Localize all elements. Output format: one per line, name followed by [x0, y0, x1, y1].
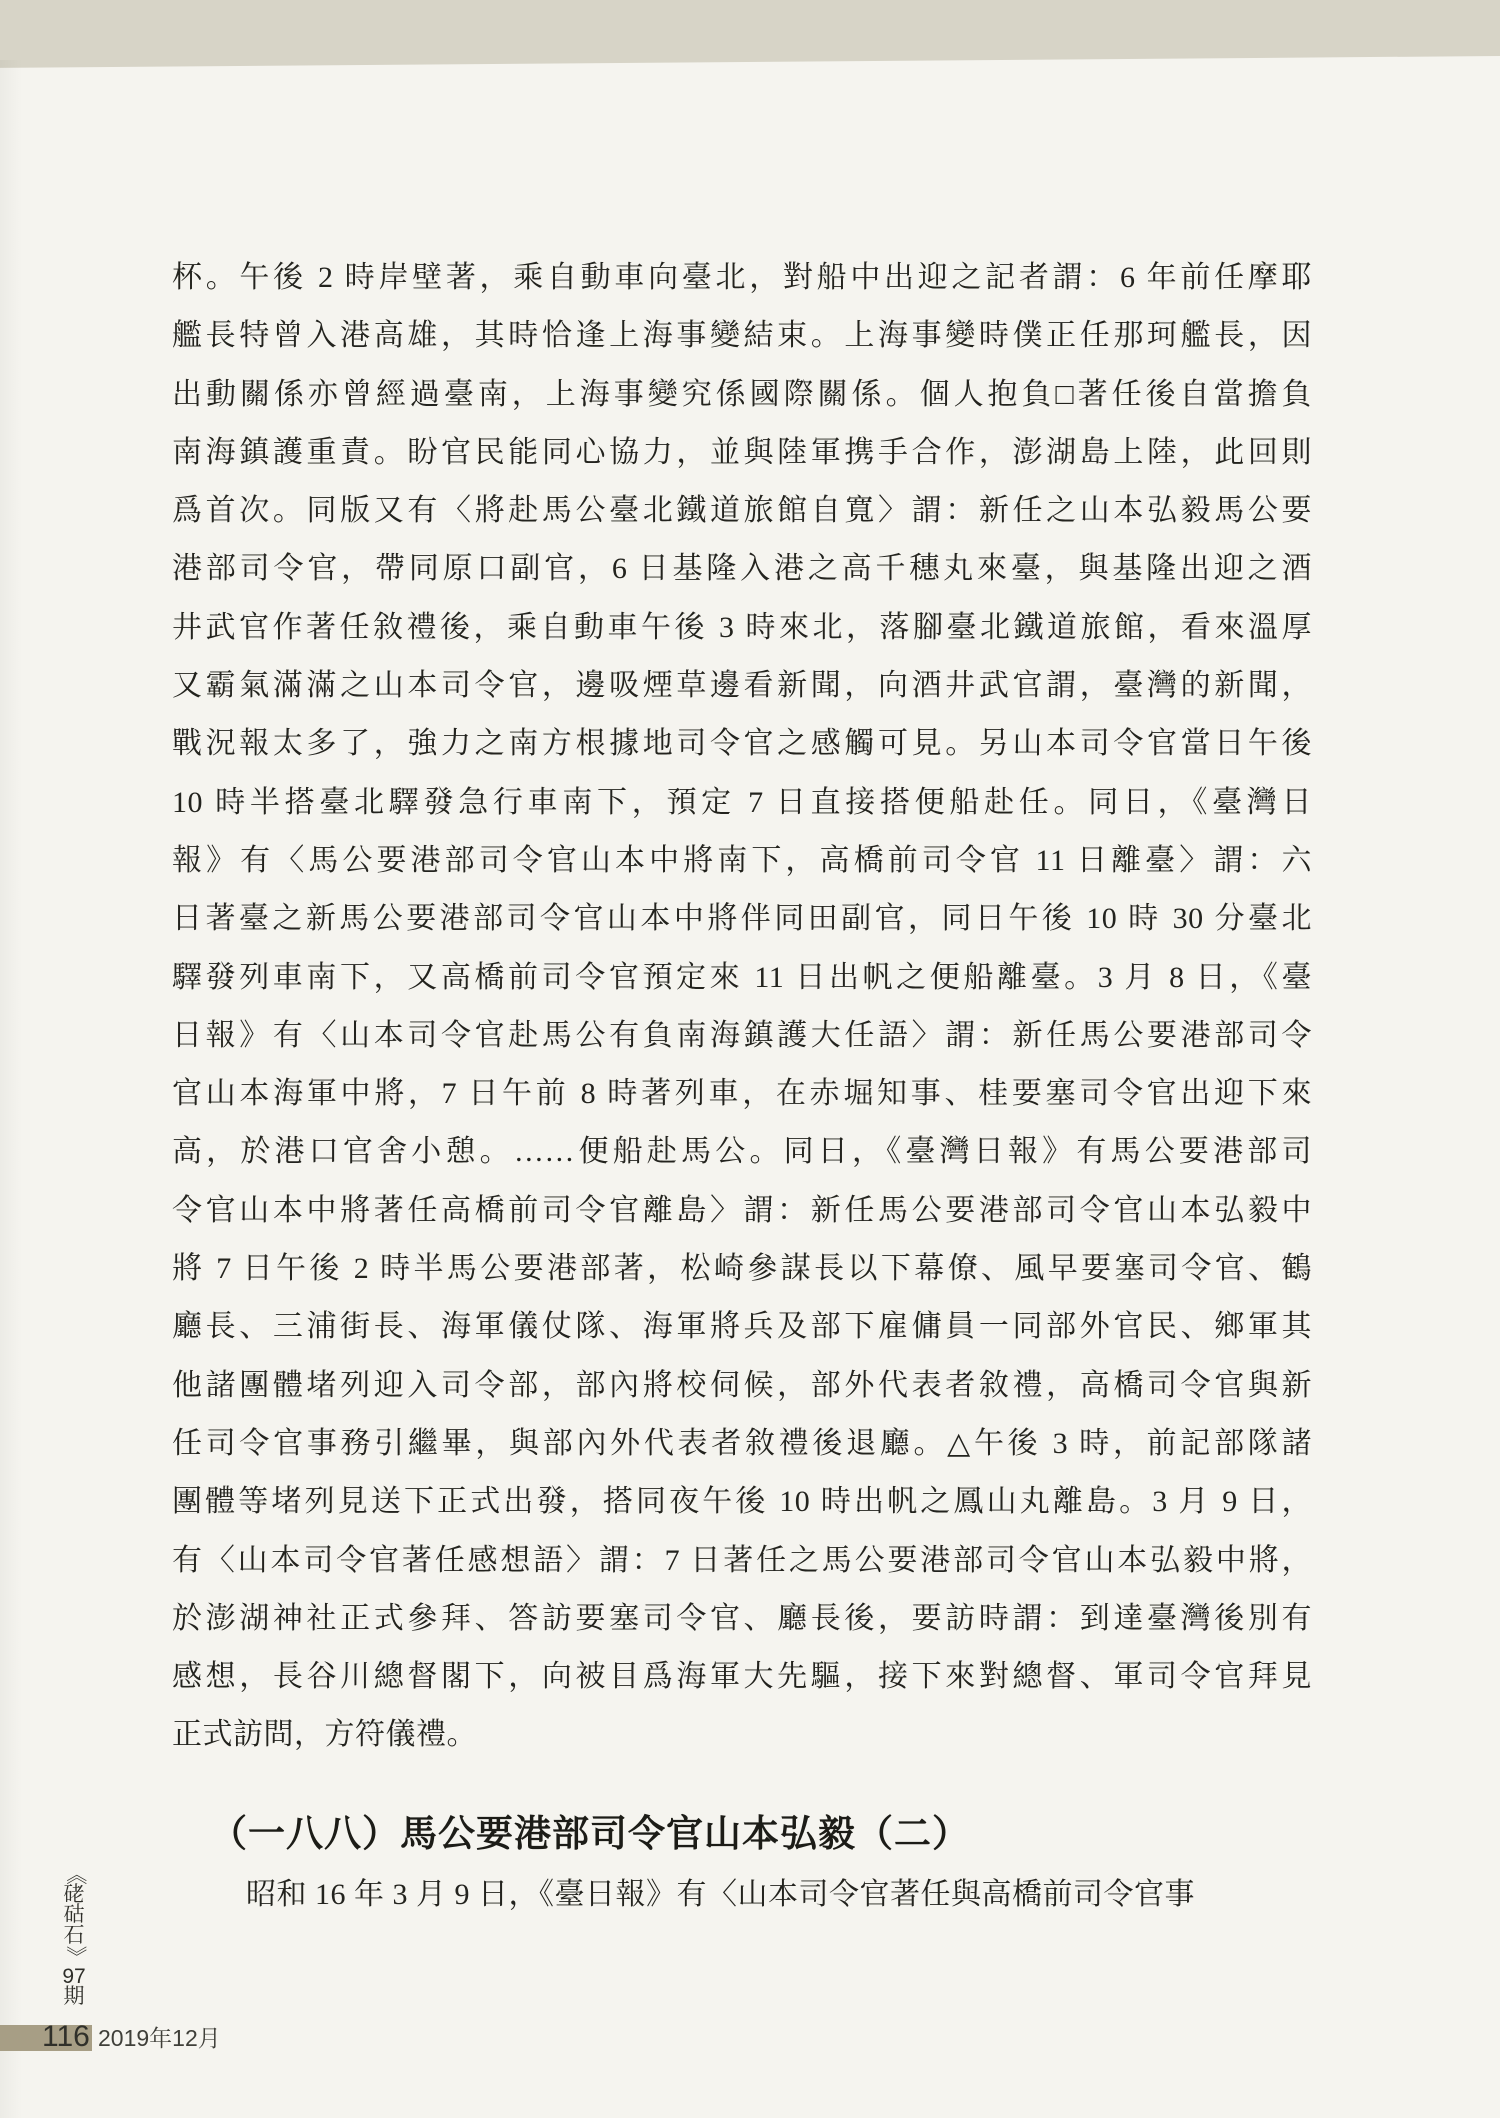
body-text-line: 又霸氣滿滿之山本司令官，邊吸煙草邊看新聞，向酒井武官謂，臺灣的新聞， — [172, 669, 1312, 703]
page-edge-shading — [0, 60, 22, 2118]
body-text-line: 杯。午後 2 時岸壁著，乘自動車向臺北，對船中出迎之記者謂：6 年前任摩耶 — [172, 261, 1312, 294]
body-text-line: 爲首次。同版又有〈將赴馬公臺北鐵道旅館自寬〉謂：新任之山本弘毅馬公要 — [172, 494, 1312, 528]
section-heading: （一八八）馬公要港部司令官山本弘毅（二） — [210, 1813, 970, 1854]
scan-edge-band — [0, 0, 1500, 70]
body-text-line: 團體等堵列見送下正式出發，搭同夜午後 10 時出帆之鳳山丸離島。3 月 9 日， — [172, 1485, 1312, 1519]
journal-title-char: 97 — [62, 1964, 86, 1988]
body-text-line: 正式訪問，方符儀禮。 — [172, 1718, 477, 1752]
next-section-first-paragraph: 昭和 16 年 3 月 9 日，《臺日報》有〈山本司令官著任與高橋前司令官事 — [246, 1878, 1195, 1911]
body-text-line: 日報》有〈山本司令官赴馬公有負南海鎮護大任語〉謂：新任馬公要港部司令 — [172, 1018, 1312, 1052]
body-text-line: 10 時半搭臺北驛發急行車南下，預定 7 日直接搭便船赴任。同日，《臺灣日 — [172, 785, 1312, 819]
body-text-line: 驛發列車南下，又高橋前司令官預定來 11 日出帆之便船離臺。3 月 8 日，《臺 — [172, 960, 1312, 994]
body-text-line: 南海鎮護重責。盼官民能同心協力，並與陸軍携手合作，澎湖島上陸，此回則 — [172, 435, 1312, 469]
body-text-line: 任司令官事務引繼畢，與部內外代表者敘禮後退廳。△午後 3 時，前記部隊諸 — [172, 1426, 1312, 1460]
journal-title-char: 期 — [63, 1985, 85, 2008]
body-text-line: 井武官作著任敘禮後，乘自動車午後 3 時來北，落腳臺北鐵道旅館，看來溫厚 — [172, 610, 1312, 644]
journal-title-char: 《 — [63, 1863, 87, 1885]
body-text-line: 將 7 日午後 2 時半馬公要港部著，松崎參謀長以下幕僚、風早要塞司令官、鶴 — [172, 1252, 1312, 1286]
body-text-line: 廳長、三浦街長、海軍儀仗隊、海軍將兵及部下雇傭員一同部外官民、鄉軍其 — [172, 1310, 1312, 1344]
page-number: 116 — [42, 2020, 90, 2053]
journal-title-char: 硓 — [63, 1882, 85, 1906]
body-text-line: 艦長特曾入港高雄，其時恰逢上海事變結束。上海事變時僕正任那珂艦長，因 — [172, 319, 1312, 353]
issue-date: 2019年12月 — [98, 2025, 221, 2051]
body-text-line: 報》有〈馬公要港部司令官山本中將南下，高橋前司令官 11 日離臺〉謂：六 — [172, 843, 1312, 877]
journal-title-char: 𥑮 — [63, 1903, 85, 1926]
main-body-paragraph — [172, 249, 1312, 1765]
journal-title-char: 》 — [63, 1945, 87, 1967]
body-text-line: 他諸團體堵列迎入司令部，部內將校伺候，部外代表者敘禮，高橋司令官與新 — [172, 1368, 1312, 1402]
journal-title-char: 石 — [63, 1923, 85, 1947]
journal-title-vertical — [52, 1864, 96, 2008]
body-text-line: 有〈山本司令官著任感想語〉謂：7 日著任之馬公要港部司令官山本弘毅中將， — [172, 1543, 1312, 1577]
body-text-line: 令官山本中將著任高橋前司令官離島〉謂：新任馬公要港部司令官山本弘毅中 — [172, 1193, 1312, 1227]
body-text-line: 港部司令官，帶同原口副官，6 日基隆入港之高千穗丸來臺，與基隆出迎之酒 — [172, 552, 1312, 586]
body-text-line: 日著臺之新馬公要港部司令官山本中將伴同田副官，同日午後 10 時 30 分臺北 — [172, 902, 1312, 936]
body-text-line: 於澎湖神社正式參拜、答訪要塞司令官、廳長後，要訪時謂：到達臺灣後別有 — [172, 1601, 1312, 1635]
body-text-line: 戰況報太多了，強力之南方根據地司令官之感觸可見。另山本司令官當日午後 — [172, 727, 1312, 761]
body-text-line: 官山本海軍中將，7 日午前 8 時著列車，在赤堀知事、桂要塞司令官出迎下來 — [172, 1077, 1312, 1111]
body-text-line: 感想，長谷川總督閣下，向被目爲海軍大先驅，接下來對總督、軍司令官拜見 — [172, 1660, 1312, 1694]
body-text-line: 高，於港口官舍小憩。……便船赴馬公。同日，《臺灣日報》有馬公要港部司 — [172, 1135, 1312, 1169]
body-text-line: 出動關係亦曾經過臺南，上海事變究係國際關係。個人抱負□著任後自當擔負 — [172, 377, 1312, 411]
